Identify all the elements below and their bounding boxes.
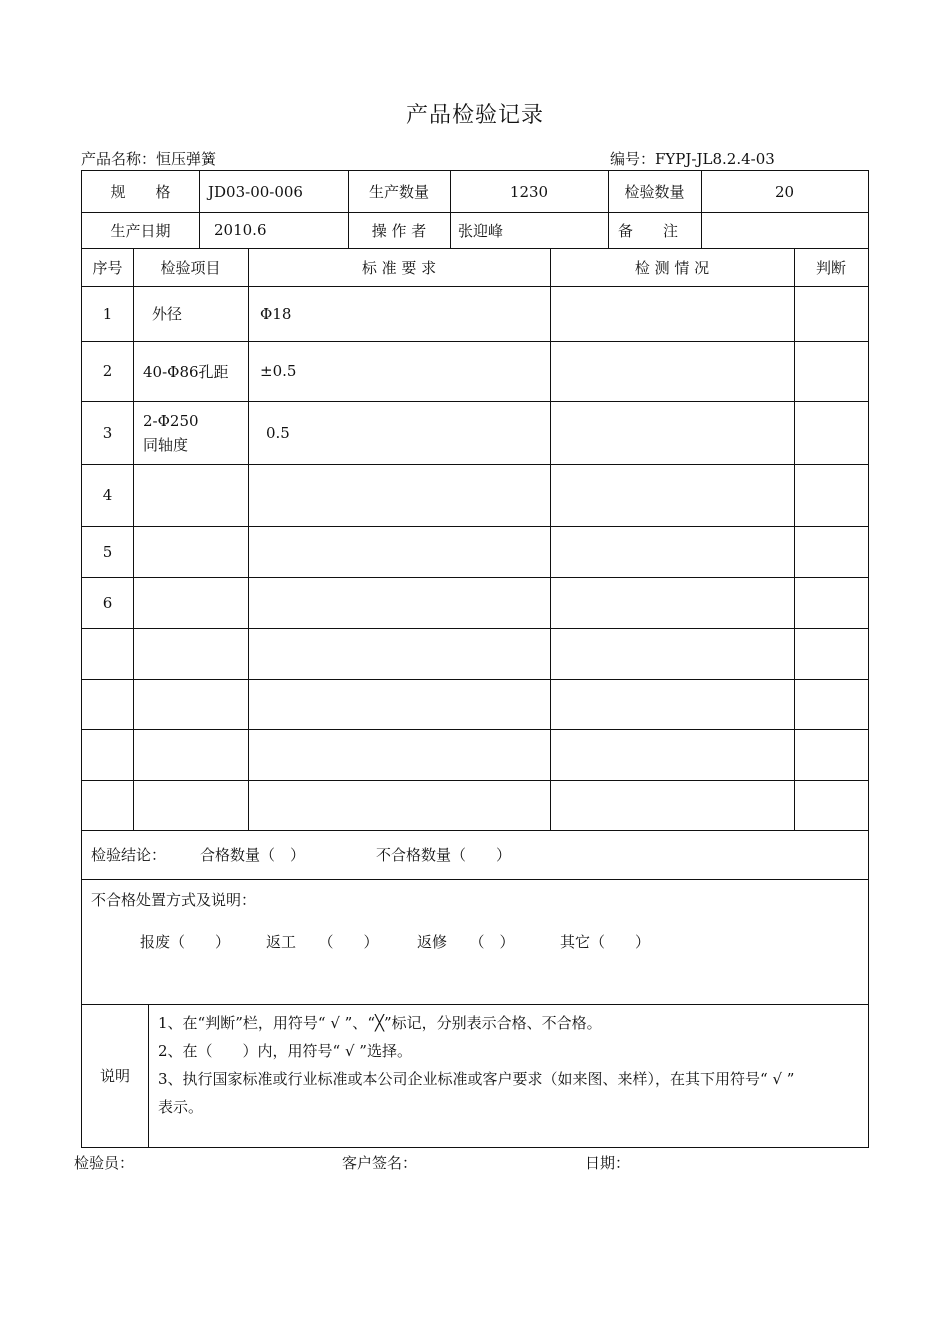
remark-value[interactable] (711, 212, 868, 248)
row-3-standard: 0.5 (266, 423, 290, 442)
document-number: 编号：FYPJ-JL8.2.4-03 (610, 150, 775, 168)
date-field: 日期： (585, 1154, 631, 1172)
row-4-seq: 4 (102, 486, 113, 504)
row-5-seq: 5 (102, 542, 113, 561)
row-3-seq: 3 (102, 423, 113, 442)
production-quantity-value: 1230 (509, 182, 549, 201)
header-item: 检验项目 (160, 258, 221, 277)
production-date-value: 2010.6 (214, 221, 267, 239)
conclusion-label: 检验结论： (91, 846, 167, 864)
note-line-4: 表示。 (158, 1098, 204, 1116)
notes-label: 说明 (99, 1067, 130, 1085)
inspection-table (81, 170, 869, 1148)
header-result: 检 测 情 况 (634, 258, 710, 277)
production-date-label: 生产日期 (110, 221, 171, 240)
header-judge: 判断 (815, 258, 846, 277)
spec-label: 规 格 (110, 183, 171, 201)
production-quantity-label: 生产数量 (368, 183, 429, 201)
row-6-seq: 6 (102, 593, 113, 612)
note-line-1: 1、在“判断”栏，用符号“ √ ”、“╳”标记，分别表示合格、不合格。 (158, 1014, 602, 1032)
header-seq: 序号 (92, 258, 123, 277)
row-1-item: 外径 (152, 305, 183, 323)
remark-label: 备 注 (618, 221, 679, 240)
note-line-2: 2、在（ ）内，用符号“ √ ”选择。 (158, 1042, 412, 1060)
spec-value: JD03-00-006 (208, 182, 303, 201)
operator-label: 操 作 者 (371, 221, 427, 240)
inspection-quantity-label: 检验数量 (624, 183, 685, 201)
repair-option[interactable]: 返修 （ ） (417, 932, 515, 951)
row-1-seq: 1 (102, 304, 113, 323)
inspection-quantity-value: 20 (774, 182, 795, 201)
row-1-standard: Φ18 (260, 304, 292, 323)
row-2-item: 40-Φ86孔距 (143, 362, 229, 381)
fail-quantity[interactable]: 不合格数量（ ） (376, 846, 512, 864)
operator-value: 张迎峰 (458, 221, 504, 240)
page-title: 产品检验记录 (405, 103, 544, 128)
nonconform-label: 不合格处置方式及说明： (91, 890, 257, 909)
row-3-item-line2: 同轴度 (143, 435, 189, 454)
row-2-seq: 2 (102, 362, 113, 380)
row-3-item (143, 401, 248, 464)
customer-signature: 客户签名： (342, 1154, 418, 1172)
inspector-signature: 检验员： (74, 1154, 135, 1172)
rework-option[interactable]: 返工 （ ） (266, 932, 379, 951)
note-line-3: 3、执行国家标准或行业标准或本公司企业标准或客户要求（如来图、来样），在其下用符号“ √ ” (158, 1070, 795, 1088)
pass-quantity[interactable]: 合格数量（ ） (200, 846, 306, 864)
header-standard: 标 准 要 求 (361, 258, 437, 277)
other-option[interactable]: 其它（ ） (560, 932, 651, 951)
product-name: 产品名称：恒压弹簧 (81, 150, 217, 168)
scrap-option[interactable]: 报废（ ） (140, 932, 231, 951)
row-3-item-line1: 2-Φ250 (143, 411, 199, 430)
row-2-standard: ±0.5 (260, 362, 297, 380)
